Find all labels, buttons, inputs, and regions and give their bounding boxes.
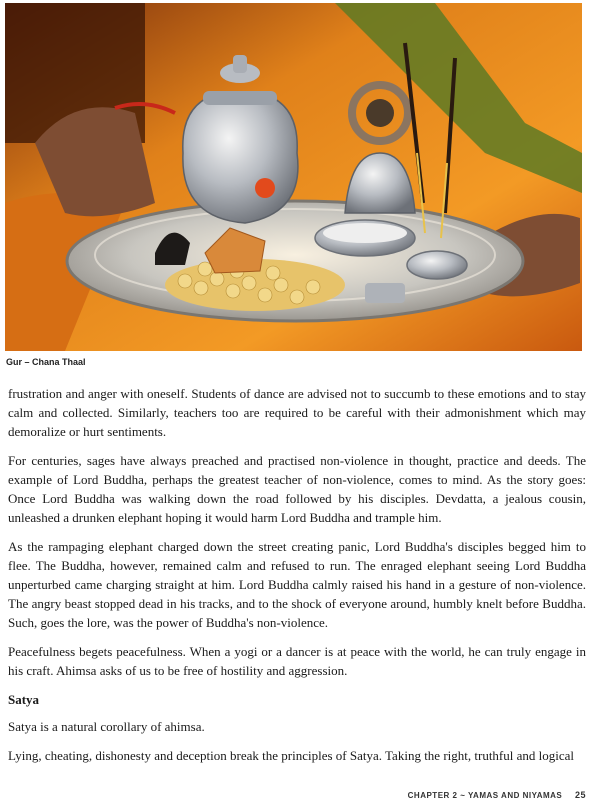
section-heading: Satya: [8, 692, 40, 707]
page-number: 25: [574, 790, 586, 800]
page-footer: [408, 790, 586, 800]
chapter-title: CHAPTER 2 ~ YAMAS AND NIYAMAS: [407, 791, 563, 800]
paragraph: Lying, cheating, dishonesty and deception break the principles of Satya. Taking the right, truthful and logical: [8, 748, 575, 763]
paragraph: For centuries, sages have always preached and practised non-violence in thought, practice and deeds. The example of Lord Buddha, perhaps the greatest teacher of non-violence, comes to mind. As the story goes: Once Lord Buddha was walking down the road followed by his disciples. Devdatta, a jealous cousin, unleashed a drunken elephant hoping it would harm Lord Buddha and trample him.: [8, 453, 586, 525]
figure-caption: Gur – Chana Thaal: [6, 357, 86, 367]
paragraph: Peacefulness begets peacefulness. When a yogi or a dancer is at peace with the world, he can truly engage in his craft. Ahimsa asks of us to be free of hostility and aggression.: [8, 644, 586, 678]
paragraph: As the rampaging elephant charged down the street creating panic, Lord Buddha's disciples begged him to flee. The Buddha, however, remained calm and refused to run. The enraged elephant seeing Lord Buddha unperturbed came charging straight at him. Lord Buddha calmly raised his hand in a gesture of non-violence. The angry beast stopped dead in his tracks, and to the shock of everyone around, humbly knelt before Buddha. Such, goes the lore, was the power of Buddha's non-violence.: [8, 539, 586, 630]
paragraph: Satya is a natural corollary of ahimsa.: [8, 719, 205, 734]
body-text: [8, 384, 586, 775]
paragraph: frustration and anger with oneself. Students of dance are advised not to succumb to these emotions and to stay calm and collected. Similarly, teachers too are required to be careful with their admonishment which may demoralize or hurt sentiments.: [8, 386, 586, 439]
photo-puja-thaal: [5, 3, 582, 351]
photo-illustration: [5, 3, 582, 351]
